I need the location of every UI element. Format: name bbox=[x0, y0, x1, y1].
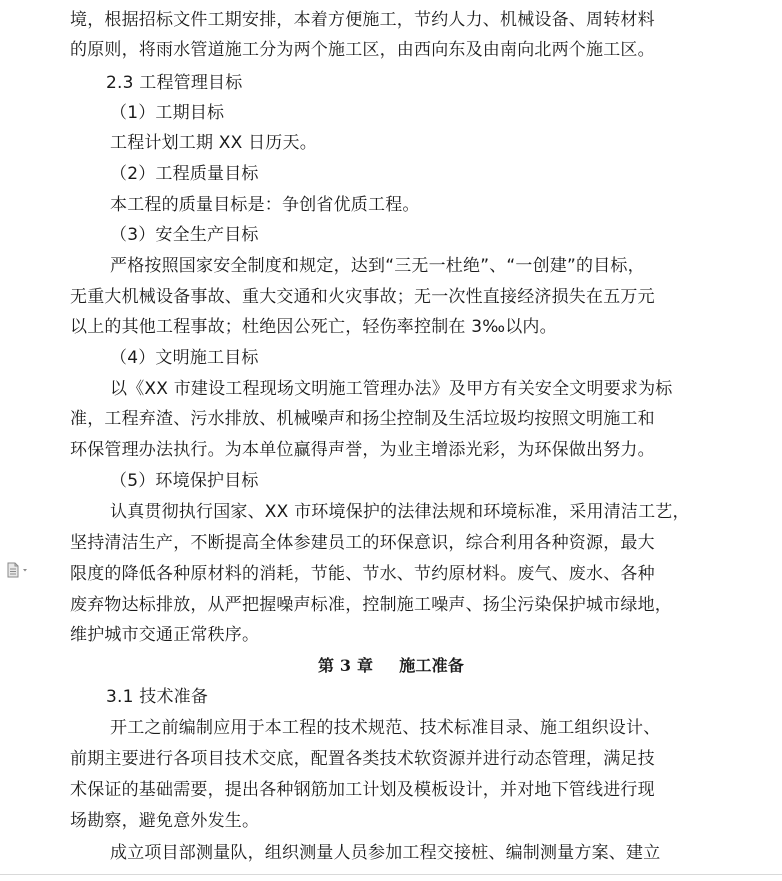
paragraph-line: 准，工程弃渣、污水排放、机械噪声和扬尘控制及生活垃圾均按照文明施工和 bbox=[70, 409, 655, 429]
subheading-quality: （2）工程质量目标 bbox=[110, 164, 259, 184]
paragraph-line: 的原则，将雨水管道施工分为两个施工区，由西向东及由南向北两个施工区。 bbox=[70, 40, 655, 60]
paragraph-line: 成立项目部测量队，组织测量人员参加工程交接桩、编制测量方案、建立 bbox=[110, 843, 661, 863]
section-heading-3-1: 3.1 技术准备 bbox=[106, 687, 209, 707]
paragraph-line: 认真贯彻执行国家、XX 市环境保护的法律法规和环境标准，采用清洁工艺， bbox=[110, 502, 690, 522]
paragraph-line: 术保证的基础需要，提出各种钢筋加工计划及模板设计，并对地下管线进行现 bbox=[70, 780, 655, 800]
paragraph-line: 废弃物达标排放，从严把握噪声标准，控制施工噪声、扬尘污染保护城市绿地， bbox=[70, 595, 672, 615]
paragraph-line: 严格按照国家安全制度和规定，达到“三无一杜绝”、“一创建”的目标， bbox=[110, 256, 645, 276]
chapter-heading bbox=[0, 651, 782, 681]
paragraph-line: 本工程的质量目标是：争创省优质工程。 bbox=[110, 195, 420, 215]
paragraph-line: 开工之前编制应用于本工程的技术规范、技术标准目录、施工组织设计、 bbox=[110, 718, 661, 738]
page-bottom-divider bbox=[0, 874, 782, 875]
paragraph-line: 场勘察，避免意外发生。 bbox=[70, 811, 260, 831]
chapter-number: 第 3 章 bbox=[317, 656, 374, 675]
paragraph-line: 以《XX 市建设工程现场文明施工管理办法》及甲方有关安全文明要求为标 bbox=[110, 379, 673, 399]
paragraph-line: 坚持清洁生产，不断提高全体参建员工的环保意识，综合利用各种资源，最大 bbox=[70, 533, 655, 553]
subheading-civilized: （4）文明施工目标 bbox=[110, 348, 259, 368]
paragraph-line: 限度的降低各种原材料的消耗，节能、节水、节约原材料。废气、废水、各种 bbox=[70, 564, 655, 584]
subheading-safety: （3）安全生产目标 bbox=[110, 225, 259, 245]
chapter-title: 施工准备 bbox=[399, 656, 465, 675]
section-heading-2-3: 2.3 工程管理目标 bbox=[106, 73, 243, 93]
paragraph-line: 境，根据招标文件工期安排，本着方便施工，节约人力、机械设备、周转材料 bbox=[70, 10, 655, 30]
paragraph-options-icon[interactable] bbox=[6, 562, 34, 578]
paragraph-line: 前期主要进行各项目技术交底，配置各类技术软资源并进行动态管理，满足技 bbox=[70, 749, 655, 769]
paragraph-line: 维护城市交通正常秩序。 bbox=[70, 625, 260, 645]
paragraph-line: 以上的其他工程事故；杜绝因公死亡，轻伤率控制在 3‰以内。 bbox=[70, 317, 557, 337]
subheading-schedule: （1）工期目标 bbox=[110, 103, 225, 123]
paragraph-line: 工程计划工期 XX 日历天。 bbox=[110, 133, 317, 153]
paragraph-line: 环保管理办法执行。为本单位赢得声誉，为业主增添光彩，为环保做出努力。 bbox=[70, 440, 655, 460]
subheading-environment: （5）环境保护目标 bbox=[110, 471, 259, 491]
paragraph-line: 无重大机械设备事故、重大交通和火灾事故；无一次性直接经济损失在五万元 bbox=[70, 287, 655, 307]
